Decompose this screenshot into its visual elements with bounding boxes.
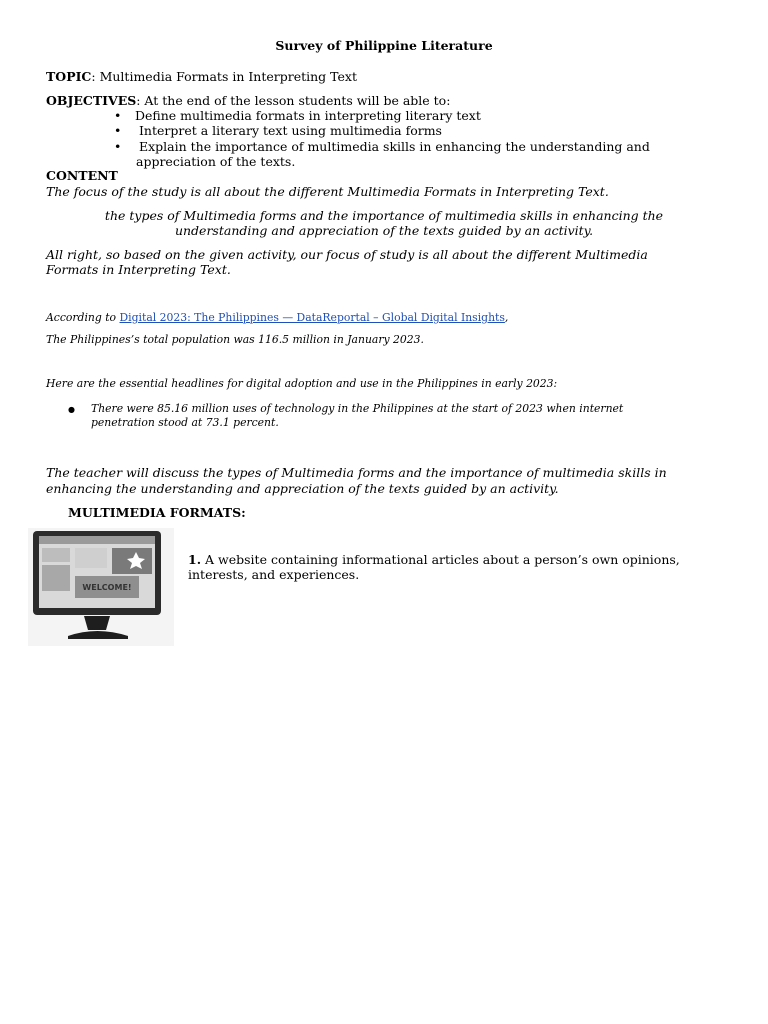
document-title: Survey of Philippine Literature bbox=[275, 38, 493, 53]
objectives-label: OBJECTIVES bbox=[46, 93, 137, 108]
objective-item-continuation: appreciation of the texts. bbox=[136, 154, 296, 169]
format-item-1-line: interests, and experiences. bbox=[188, 567, 360, 582]
according-suffix: , bbox=[504, 311, 509, 324]
content-types-line: the types of Multimedia forms and the importance of multimedia skills in enhancing the bbox=[104, 208, 664, 223]
headlines-intro: Here are the essential headlines for digital adoption and use in the Philippines in early 2023: bbox=[46, 377, 558, 390]
according-prefix: According to bbox=[46, 311, 120, 324]
objective-item: • Interpret a literary text using multimedia forms bbox=[114, 123, 442, 138]
objectives-intro: : At the end of the lesson students will be able to: bbox=[136, 93, 451, 108]
multimedia-formats-heading: MULTIMEDIA FORMATS: bbox=[68, 505, 246, 520]
content-allright-line: All right, so based on the given activity, our focus of study is all about the different Multimedia bbox=[46, 247, 648, 262]
content-heading: CONTENT bbox=[46, 168, 118, 183]
topic-text: : Multimedia Formats in Interpreting Text bbox=[91, 69, 357, 84]
format-item-1-text: A website containing informational articles about a person’s own opinions, bbox=[201, 552, 680, 567]
svg-text:WELCOME!: WELCOME! bbox=[82, 583, 132, 592]
population-text: The Philippines’s total population was 116.5 million in January 2023. bbox=[46, 333, 424, 346]
format-item-1-number: 1. bbox=[188, 552, 202, 567]
monitor-image bbox=[28, 528, 174, 646]
datareportal-link[interactable]: Digital 2023: The Philippines — DataReportal – Global Digital Insights bbox=[119, 311, 505, 324]
content-allright-line: Formats in Interpreting Text. bbox=[46, 262, 231, 277]
bullet-dot-icon: ● bbox=[68, 405, 75, 414]
format-item-1-line bbox=[188, 552, 680, 567]
content-focus: The focus of the study is all about the different Multimedia Formats in Interpreting Text. bbox=[46, 184, 609, 199]
headline-bullet-line: There were 85.16 million uses of technology in the Philippines at the start of 2023 when internet bbox=[91, 402, 624, 415]
objective-item: • Define multimedia formats in interpreting literary text bbox=[114, 108, 481, 123]
according-line bbox=[46, 311, 508, 324]
content-types-line: understanding and appreciation of the texts guided by an activity. bbox=[174, 223, 594, 238]
headline-bullet-line: penetration stood at 73.1 percent. bbox=[91, 416, 279, 429]
discussion-line: The teacher will discuss the types of Multimedia forms and the importance of multimedia skills in bbox=[46, 465, 667, 480]
objective-item: • Explain the importance of multimedia skills in enhancing the understanding and bbox=[114, 139, 650, 154]
topic-label: TOPIC bbox=[46, 69, 92, 84]
discussion-line: enhancing the understanding and appreciation of the texts guided by an activity. bbox=[46, 481, 559, 496]
topic-line bbox=[46, 69, 357, 84]
objectives-line bbox=[46, 93, 450, 108]
